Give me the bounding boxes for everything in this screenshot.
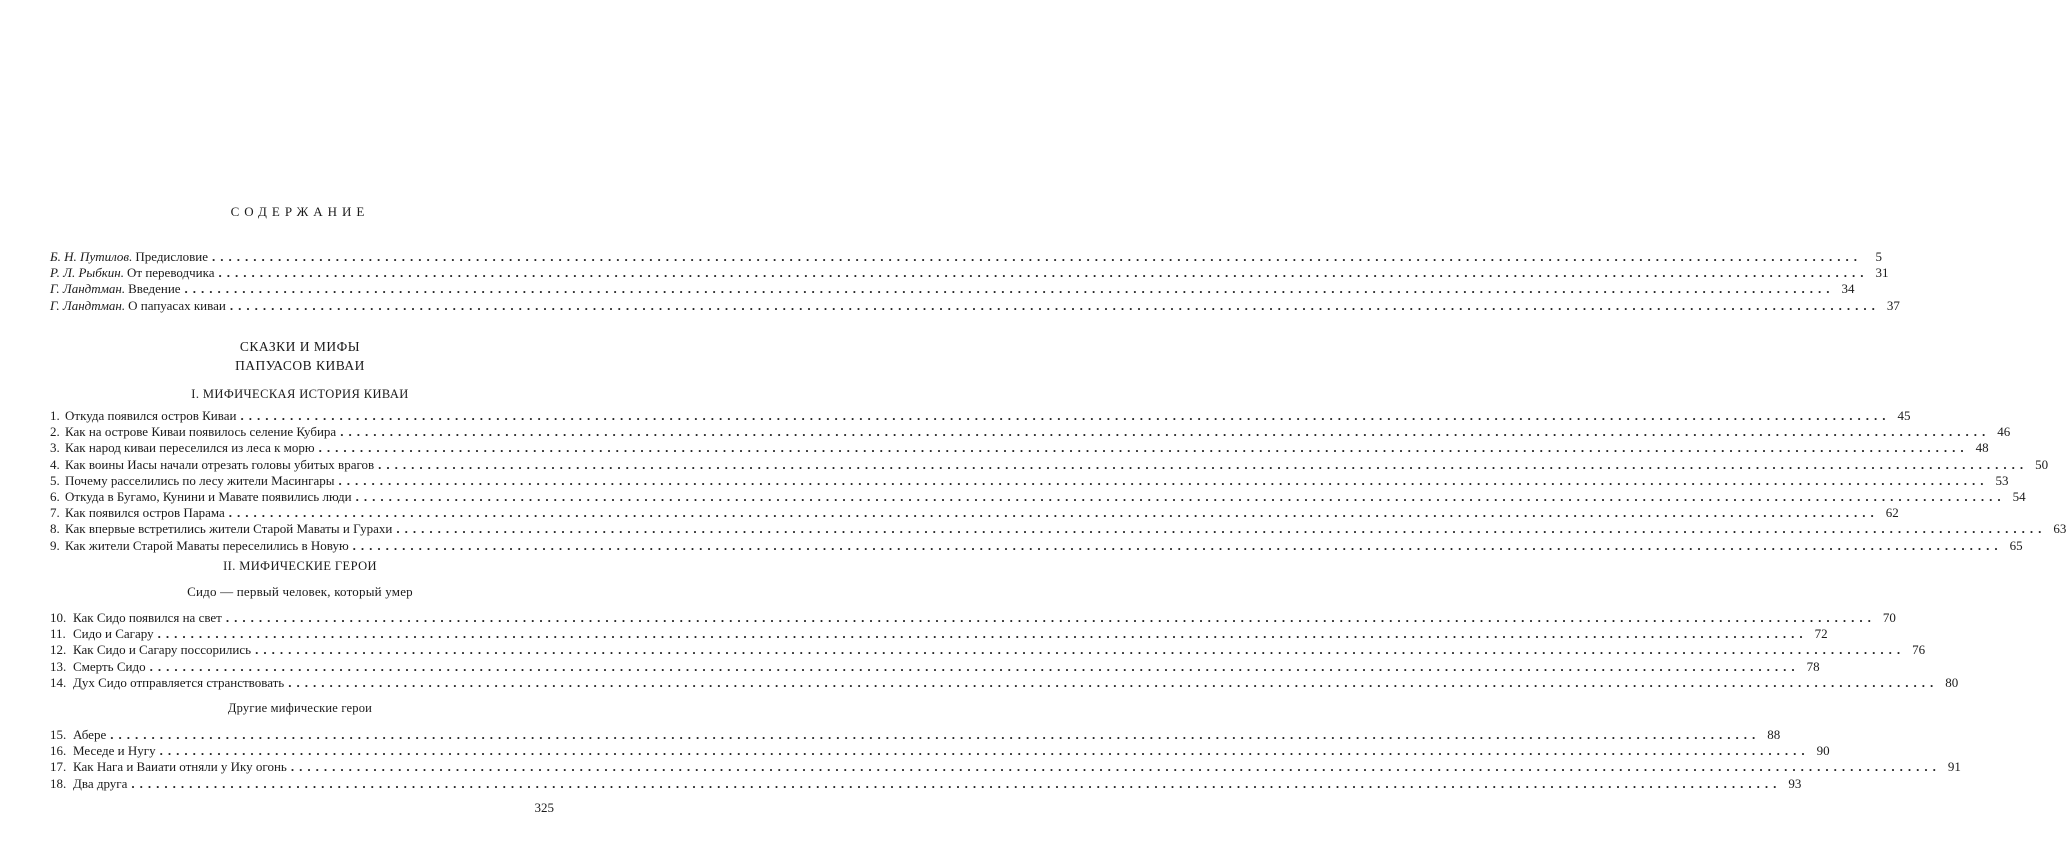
entry-title: Предисловие xyxy=(135,249,209,264)
toc-entry[interactable] xyxy=(50,408,1911,424)
page-number: 325 xyxy=(534,800,554,815)
dot-leader: ........................................................................................................................................................................................................ xyxy=(131,775,1782,791)
dot-leader: ........................................................................................................................................................................................................ xyxy=(288,674,1939,690)
entry-title: Сидо и Сагару xyxy=(73,626,154,642)
entry-title: Как появился остров Парама xyxy=(65,505,225,521)
entry-title: Меседе и Нугу xyxy=(73,743,156,759)
toc-entry[interactable] xyxy=(50,626,1828,642)
toc-entry[interactable] xyxy=(50,488,2026,505)
toc-entry[interactable] xyxy=(50,674,1959,691)
toc-entry[interactable] xyxy=(50,521,2066,537)
part2-sub1-list xyxy=(50,610,1959,691)
entry-page: 5 xyxy=(1875,249,1883,264)
page-title: СОДЕРЖАНИЕ xyxy=(230,204,370,219)
entry-title: Как Нага и Ваиати отняли у Ику огонь xyxy=(73,759,287,775)
dot-leader: ........................................................................................................................................................................................................ xyxy=(229,297,1880,313)
entry-page: 62 xyxy=(1885,505,1899,521)
dot-leader: ........................................................................................................................................................................................................ xyxy=(149,658,1800,674)
part2-heading: II. МИФИЧЕСКИЕ ГЕРОИ xyxy=(223,559,377,573)
entry-page: 70 xyxy=(1882,610,1896,625)
entry-title: Как Сидо и Сагару поссорились xyxy=(73,642,252,658)
dot-leader: ........................................................................................................................................................................................................ xyxy=(225,610,1876,625)
toc-entry[interactable] xyxy=(50,775,1802,792)
entry-title: Почему расселились по лесу жители Масингары xyxy=(65,472,335,488)
entry-author: Б. Н. Путилов. xyxy=(50,249,133,264)
entry-page: 37 xyxy=(1886,297,1900,313)
dot-leader: ........................................................................................................................................................................................................ xyxy=(340,424,1991,440)
toc-entry[interactable] xyxy=(50,456,2049,473)
entry-title: Откуда в Бугамо, Кунини и Мавате появились люди xyxy=(65,488,352,504)
entry-page: 80 xyxy=(1945,674,1959,690)
subsection-heading: Другие мифические герои xyxy=(227,701,373,715)
dot-leader: ........................................................................................................................................................................................................ xyxy=(318,440,1969,456)
entry-number: 11. xyxy=(50,626,66,642)
entry-number: 1. xyxy=(50,408,60,423)
entry-page: 88 xyxy=(1767,727,1781,742)
entry-author: Г. Ландтман. xyxy=(50,297,126,313)
toc-entry[interactable] xyxy=(50,537,2023,554)
entry-number: 15. xyxy=(50,727,67,742)
entry-title: Абере xyxy=(73,727,107,742)
dot-leader: ........................................................................................................................................................................................................ xyxy=(396,521,2047,537)
dot-leader: ........................................................................................................................................................................................................ xyxy=(355,488,2006,504)
entry-page: 93 xyxy=(1788,775,1802,791)
dot-leader: ........................................................................................................................................................................................................ xyxy=(184,281,1835,297)
toc-entry[interactable] xyxy=(50,440,1989,456)
entry-title: От переводчика xyxy=(127,265,215,281)
entry-page: 53 xyxy=(1995,472,2009,488)
entry-number: 13. xyxy=(50,658,67,674)
entry-page: 78 xyxy=(1806,658,1820,674)
entry-title: Как на острове Киваи появилось селение Кубира xyxy=(65,424,337,440)
entry-number: 7. xyxy=(50,505,60,521)
entry-page: 46 xyxy=(1997,424,2011,440)
dot-leader: ........................................................................................................................................................................................................ xyxy=(228,505,1879,521)
entry-title: Как жители Старой Маваты переселились в Новую xyxy=(65,537,349,553)
toc-entry[interactable] xyxy=(50,759,1961,775)
entry-number: 4. xyxy=(50,456,60,472)
dot-leader: ........................................................................................................................................................................................................ xyxy=(159,743,1810,759)
entry-page: 72 xyxy=(1814,626,1828,642)
dot-leader: ........................................................................................................................................................................................................ xyxy=(110,727,1761,742)
entry-page: 31 xyxy=(1875,265,1889,281)
toc-entry[interactable] xyxy=(50,249,1883,265)
subsection-heading: Сидо — первый человек, который умер xyxy=(187,584,413,599)
entry-number: 18. xyxy=(50,775,67,791)
entry-title: Смерть Сидо xyxy=(73,658,146,674)
dot-leader: ........................................................................................................................................................................................................ xyxy=(157,626,1808,642)
dot-leader: ........................................................................................................................................................................................................ xyxy=(218,265,1869,281)
book-title-line1: СКАЗКИ И МИФЫ xyxy=(239,339,361,354)
entry-title: Как впервые встретились жители Старой Маваты и Гурахи xyxy=(65,521,393,537)
dot-leader: ........................................................................................................................................................................................................ xyxy=(290,759,1941,775)
entry-number: 3. xyxy=(50,440,60,456)
entry-page: 48 xyxy=(1975,440,1989,456)
toc-entry[interactable] xyxy=(50,265,1889,281)
entry-page: 50 xyxy=(2035,456,2049,472)
dot-leader: ........................................................................................................................................................................................................ xyxy=(255,642,1906,658)
entry-page: 45 xyxy=(1897,408,1911,423)
entry-page: 63 xyxy=(2053,521,2066,537)
entry-number: 17. xyxy=(50,759,67,775)
toc-entry[interactable] xyxy=(50,743,1830,759)
entry-title: Введение xyxy=(128,281,181,297)
toc-entry[interactable] xyxy=(50,505,1899,521)
entry-number: 10. xyxy=(50,610,67,625)
entry-title: Как воины Иасы начали отрезать головы убитых врагов xyxy=(65,456,375,472)
entry-number: 6. xyxy=(50,488,60,504)
entry-title: Дух Сидо отправляется странствовать xyxy=(73,674,285,690)
dot-leader: ........................................................................................................................................................................................................ xyxy=(338,472,1989,488)
toc-entry[interactable] xyxy=(50,727,1781,743)
entry-title: Два друга xyxy=(73,775,128,791)
dot-leader: ........................................................................................................................................................................................................ xyxy=(378,456,2029,472)
entry-author: Р. Л. Рыбкин. xyxy=(50,265,125,281)
toc-entry[interactable] xyxy=(50,472,2009,489)
entry-page: 90 xyxy=(1816,743,1830,759)
intro-list xyxy=(50,249,1900,314)
entry-number: 5. xyxy=(50,472,60,488)
toc-entry[interactable] xyxy=(50,281,1855,297)
entry-title: Как народ киваи переселился из леса к морю xyxy=(65,440,315,456)
entry-page: 65 xyxy=(2009,537,2023,553)
entry-number: 8. xyxy=(50,521,60,537)
toc-entry[interactable] xyxy=(50,610,1896,626)
part1-list xyxy=(50,408,2066,554)
part1-heading: I. МИФИЧЕСКАЯ ИСТОРИЯ КИВАИ xyxy=(191,387,409,401)
entry-page: 54 xyxy=(2012,488,2026,504)
entry-title: Как Сидо появился на свет xyxy=(73,610,222,625)
entry-page: 76 xyxy=(1912,642,1926,658)
toc-entry[interactable] xyxy=(50,297,1900,314)
dot-leader: ........................................................................................................................................................................................................ xyxy=(240,408,1891,423)
entry-title: О папуасах киваи xyxy=(128,297,226,313)
dot-leader: ........................................................................................................................................................................................................ xyxy=(212,249,1863,264)
entry-page: 91 xyxy=(1947,759,1961,775)
entry-number: 9. xyxy=(50,537,60,553)
entry-page: 34 xyxy=(1841,281,1855,297)
part2-sub2-list xyxy=(50,727,1961,792)
entry-number: 14. xyxy=(50,674,67,690)
book-title-line2: ПАПУАСОВ КИВАИ xyxy=(235,358,365,373)
entry-number: 12. xyxy=(50,642,67,658)
entry-number: 16. xyxy=(50,743,67,759)
toc-entry[interactable] xyxy=(50,424,2011,440)
entry-author: Г. Ландтман. xyxy=(50,281,126,297)
toc-entry[interactable] xyxy=(50,658,1820,675)
dot-leader: ........................................................................................................................................................................................................ xyxy=(352,537,2003,553)
toc-entry[interactable] xyxy=(50,642,1926,658)
entry-number: 2. xyxy=(50,424,60,440)
entry-title: Откуда появился остров Киваи xyxy=(65,408,237,423)
